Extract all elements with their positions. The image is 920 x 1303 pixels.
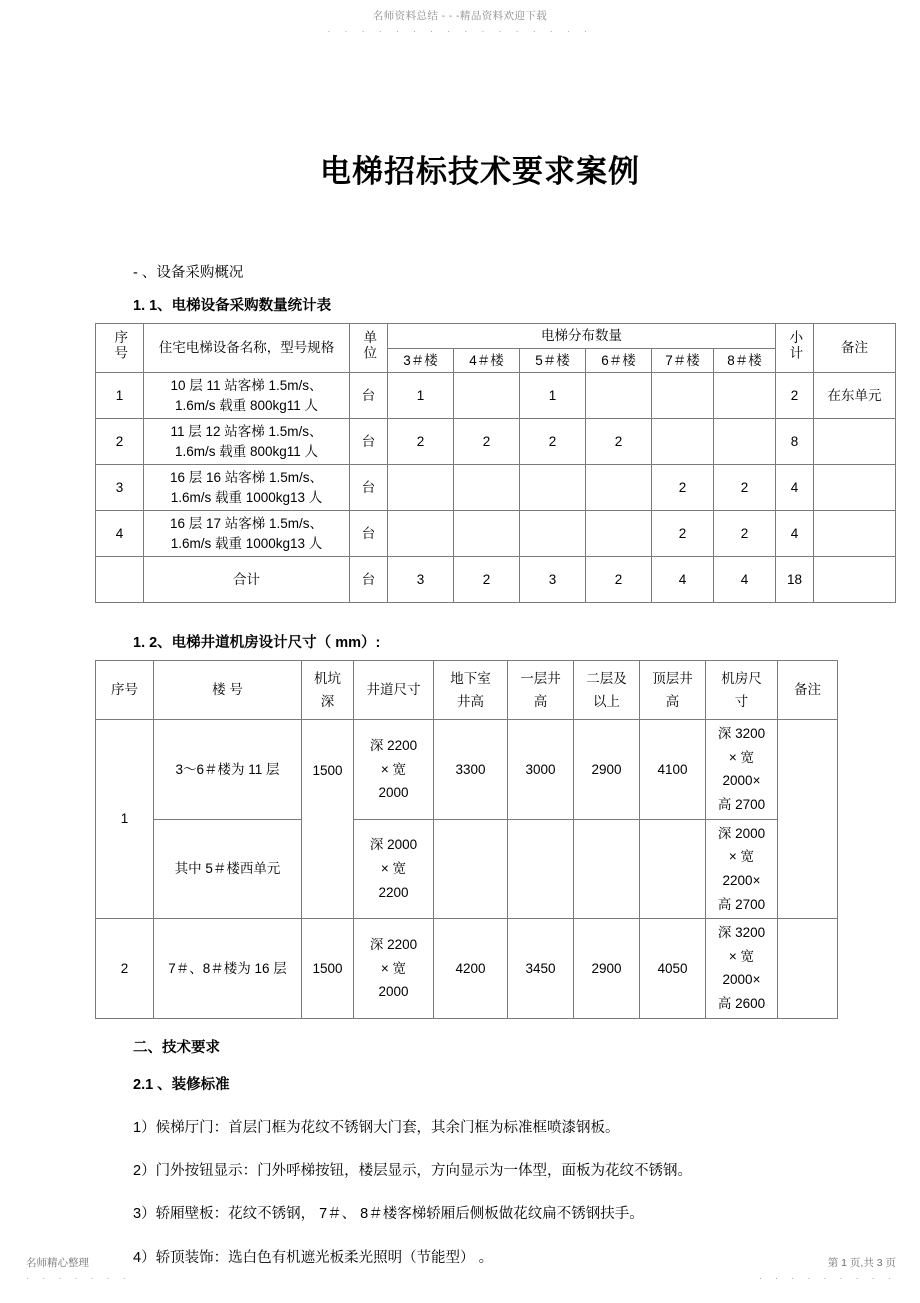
cell-b7 (652, 373, 714, 419)
shaft-machine-room-table (95, 660, 838, 1019)
requirement-item-1: 1）候梯厅门：首层门框为花纹不锈钢大门套，其余门框为标准框喷漆钢板。 (133, 1120, 620, 1136)
th2-top-floor (640, 661, 706, 720)
cell2-remark (778, 919, 838, 1019)
cell-b4 (454, 373, 520, 419)
table2-row (96, 720, 838, 820)
cell2-shaft-l2: × 宽 (380, 761, 407, 777)
cell-b8: 2 (714, 465, 776, 511)
total-seq (96, 557, 144, 603)
cell-name (144, 419, 350, 465)
cell-name (144, 373, 350, 419)
th2-pit-depth (302, 661, 354, 720)
cell-seq: 4 (96, 511, 144, 557)
cell2-building: 3～6＃楼为 11 层 (154, 720, 302, 820)
cell2-basement: 4200 (434, 919, 508, 1019)
cell-b3 (388, 465, 454, 511)
cell-b6 (586, 511, 652, 557)
cell-remark: 在东单元 (814, 373, 896, 419)
footer-right-dots: · · · · · · · · · (758, 1273, 896, 1284)
cell2-floor2: 2900 (574, 919, 640, 1019)
cell2-shaft-l2: × 宽 (380, 960, 407, 976)
th2-floor2-l2: 以上 (593, 694, 620, 710)
cell-b8 (714, 419, 776, 465)
cell2-seq: 2 (96, 919, 154, 1019)
cell2-shaft-l3: 2000 (378, 984, 409, 1000)
cell-b4 (454, 465, 520, 511)
th2-machine-room (706, 661, 778, 720)
cell2-pit-depth: 1500 (302, 919, 354, 1019)
cell2-shaft-l3: 2000 (378, 785, 409, 801)
cell-b7: 2 (652, 511, 714, 557)
cell2-shaft-l1: 深 2200 (369, 936, 418, 952)
th-name (144, 324, 350, 373)
cell-remark (814, 419, 896, 465)
th-building-4: 4＃楼 (454, 348, 520, 373)
technical-requirements-section (133, 1037, 825, 1270)
section-heading-two: 二、技术要求 (133, 1039, 220, 1056)
cell-seq: 1 (96, 373, 144, 419)
cell-name-line2: 1.6m/s 载重 1000kg13 人 (170, 535, 323, 551)
requirement-item-2: 2）门外按钮显示：门外呼梯按钮，楼层显示，方向显示为一体型，面板为花纹不锈钢。 (133, 1163, 693, 1180)
th2-floor1-l1: 一层井 (520, 670, 561, 686)
table-total-row (96, 557, 896, 603)
cell2-room-l1: 深 3200 (717, 726, 766, 742)
cell2-shaft-size (354, 720, 434, 820)
cell2-room-l4: 高 2700 (717, 797, 766, 812)
cell2-building: 7＃、8＃楼为 16 层 (154, 919, 302, 1019)
th2-pit-depth-l1: 机坑 (314, 670, 341, 686)
cell-b3 (388, 511, 454, 557)
total-b7: 4 (652, 557, 714, 603)
page-title: 电梯招标技术要求案例 (320, 154, 640, 189)
footer-left (26, 1255, 131, 1284)
total-b5: 3 (520, 557, 586, 603)
cell2-room-l2: × 宽 (728, 849, 755, 865)
cell2-room-l3: 2200× (722, 872, 761, 888)
watermark-dots: · · · · · · · · · · · · · · · · (327, 26, 593, 37)
cell2-pit-depth-value: 1500 (312, 763, 343, 779)
th2-basement-l2: 井高 (457, 694, 484, 710)
watermark-text: 名师资料总结 - - -精品资料欢迎下载 (372, 10, 548, 22)
cell2-room-l2: × 宽 (728, 749, 755, 765)
cell-seq: 3 (96, 465, 144, 511)
elevator-procurement-table (95, 323, 896, 603)
cell2-shaft-size (354, 819, 434, 919)
cell-unit: 台 (350, 373, 388, 419)
th2-room-l2: 寸 (734, 694, 749, 710)
cell2-room-l3: 2000× (722, 773, 761, 789)
requirement-item-3: 3）轿厢壁板：花纹不锈钢， 7＃、 8＃楼客梯轿厢后侧板做花纹扁不锈钢扶手。 (133, 1206, 644, 1223)
total-remark (814, 557, 896, 603)
cell-remark (814, 511, 896, 557)
cell-name-line1: 11 层 12 站客梯 1.5m/s、 (170, 424, 323, 440)
th2-seq: 序号 (96, 661, 154, 720)
table-header-row (96, 324, 896, 349)
th-subtotal-text: 小计 (787, 329, 803, 361)
requirement-item-4: 4）轿顶装饰：选白色有机遮光板柔光照明（节能型） 。 (133, 1249, 494, 1266)
cell2-room-l4: 高 2700 (717, 896, 766, 912)
table2-caption: 1. 2、电梯井道机房设计尺寸（ mm）: (133, 635, 381, 652)
table2-row (96, 919, 838, 1019)
cell-b7 (652, 419, 714, 465)
table-row (96, 373, 896, 419)
table2-row (96, 819, 838, 919)
cell-b3: 1 (388, 373, 454, 419)
cell-subtotal: 8 (776, 419, 814, 465)
table-row (96, 465, 896, 511)
section-heading-one: - 、设备采购概况 (133, 265, 244, 281)
cell2-floor1 (508, 819, 574, 919)
table-row (96, 511, 896, 557)
cell-b4: 2 (454, 419, 520, 465)
cell-b5: 2 (520, 419, 586, 465)
page-footer (0, 1255, 920, 1289)
cell-unit: 台 (350, 419, 388, 465)
cell2-floor2 (574, 819, 640, 919)
th-building-6: 6＃楼 (586, 348, 652, 373)
cell2-room-l1: 深 2000 (717, 825, 766, 841)
cell2-remark (778, 720, 838, 919)
cell2-floor2: 2900 (574, 720, 640, 820)
cell2-pit-depth (302, 720, 354, 919)
cell-b3: 2 (388, 419, 454, 465)
table2-header-row (96, 661, 838, 720)
cell-name-line2: 1.6m/s 载重 800kg11 人 (174, 443, 319, 459)
th-name-text: 住宅电梯设备名称，型号规格 (158, 340, 335, 356)
cell-b5 (520, 465, 586, 511)
th2-top-l1: 顶层井 (652, 670, 693, 686)
cell2-room-l2: × 宽 (728, 948, 755, 964)
cell2-shaft-l2: × 宽 (380, 861, 407, 877)
total-unit: 台 (350, 557, 388, 603)
total-label: 合计 (144, 557, 350, 603)
cell2-top (640, 819, 706, 919)
subsection-heading-decoration: 2.1 、装修标准 (133, 1076, 230, 1093)
th2-building: 楼 号 (154, 661, 302, 720)
th-building-5: 5＃楼 (520, 348, 586, 373)
th-remark: 备注 (814, 324, 896, 373)
cell-b5: 1 (520, 373, 586, 419)
th2-remark: 备注 (778, 661, 838, 720)
cell-b7: 2 (652, 465, 714, 511)
cell-b6 (586, 373, 652, 419)
cell-unit: 台 (350, 511, 388, 557)
total-subtotal: 18 (776, 557, 814, 603)
table-row (96, 419, 896, 465)
cell-name-line1: 10 层 11 站客梯 1.5m/s、 (170, 378, 323, 394)
cell2-shaft-l3: 2200 (378, 884, 409, 900)
th-subtotal (776, 324, 814, 373)
cell-name-line1: 16 层 16 站客梯 1.5m/s、 (169, 470, 324, 486)
cell2-floor1: 3000 (508, 720, 574, 820)
cell2-shaft-l1: 深 2000 (369, 837, 418, 853)
cell-name-line2: 1.6m/s 载重 800kg11 人 (174, 397, 319, 413)
cell-name-line2: 1.6m/s 载重 1000kg13 人 (170, 489, 323, 505)
cell2-seq: 1 (96, 720, 154, 919)
th2-basement-l1: 地下室 (450, 670, 491, 686)
cell-name (144, 465, 350, 511)
cell2-room-l3: 2000× (722, 972, 761, 988)
th-building-7: 7＃楼 (652, 348, 714, 373)
th2-floor2-l1: 二层及 (586, 670, 627, 686)
cell2-floor1: 3450 (508, 919, 574, 1019)
th-unit-text: 单位 (361, 329, 377, 361)
total-b3: 3 (388, 557, 454, 603)
th2-floor1-l2: 高 (533, 694, 548, 710)
cell2-room-l1: 深 3200 (717, 925, 766, 941)
th-seq-l1: 序号 (112, 329, 128, 361)
cell-unit: 台 (350, 465, 388, 511)
page-number-text: 第 1 页,共 3 页 (827, 1257, 896, 1269)
cell2-basement (434, 819, 508, 919)
cell-b6: 2 (586, 419, 652, 465)
cell2-machine-room (706, 819, 778, 919)
cell2-shaft-size (354, 919, 434, 1019)
cell-subtotal: 2 (776, 373, 814, 419)
cell-name-line1: 16 层 17 站客梯 1.5m/s、 (169, 516, 324, 532)
th2-room-l1: 机房尺 (721, 670, 762, 686)
th-building-8: 8＃楼 (714, 348, 776, 373)
cell2-top: 4100 (640, 720, 706, 820)
th2-floor1 (508, 661, 574, 720)
th2-floor2 (574, 661, 640, 720)
total-b6: 2 (586, 557, 652, 603)
th2-shaft-size: 井道尺寸 (354, 661, 434, 720)
cell-seq: 2 (96, 419, 144, 465)
th-seq (96, 324, 144, 373)
footer-right (759, 1255, 896, 1284)
footer-left-dots: · · · · · · · (26, 1273, 131, 1284)
cell-b6 (586, 465, 652, 511)
table1-caption: 1. 1、电梯设备采购数量统计表 (133, 298, 332, 314)
total-b4: 2 (454, 557, 520, 603)
cell2-building: 其中 5＃楼西单元 (154, 819, 302, 919)
cell-name (144, 511, 350, 557)
cell-subtotal: 4 (776, 511, 814, 557)
th-building-3: 3＃楼 (388, 348, 454, 373)
cell-b4 (454, 511, 520, 557)
cell2-machine-room (706, 720, 778, 820)
th-distribution-group: 电梯分布数量 (388, 324, 776, 349)
cell-b5 (520, 511, 586, 557)
cell-subtotal: 4 (776, 465, 814, 511)
cell2-top: 4050 (640, 919, 706, 1019)
cell-b8: 2 (714, 511, 776, 557)
footer-left-text: 名师精心整理 (26, 1257, 89, 1269)
total-b8: 4 (714, 557, 776, 603)
th2-top-l2: 高 (665, 694, 680, 710)
cell2-shaft-l1: 深 2200 (369, 737, 418, 753)
cell-remark (814, 465, 896, 511)
cell-b8 (714, 373, 776, 419)
th-unit (350, 324, 388, 373)
th2-basement (434, 661, 508, 720)
cell2-room-l4: 高 2600 (717, 996, 766, 1011)
th2-pit-depth-l2: 深 (320, 694, 335, 710)
cell2-machine-room (706, 919, 778, 1019)
cell2-basement: 3300 (434, 720, 508, 820)
